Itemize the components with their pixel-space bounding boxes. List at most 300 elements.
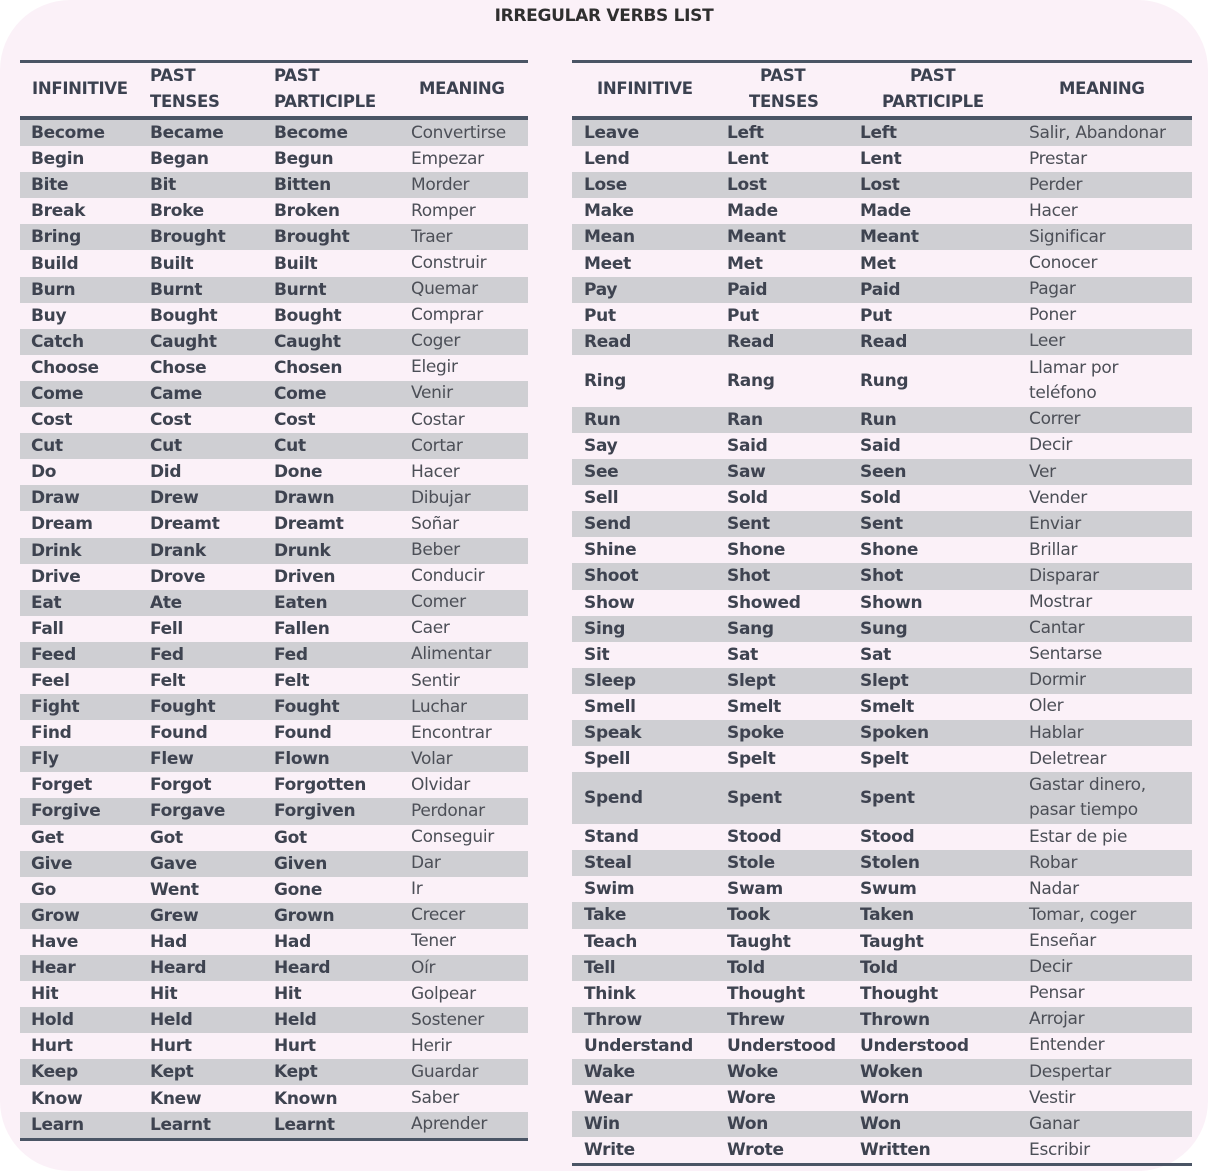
meaning-cell: Tener [411,931,456,952]
infinitive-cell: Go [31,879,57,900]
infinitive-cell: Cut [31,436,63,457]
past-participle-cell: Sat [860,644,891,665]
past-tense-cell: Swam [727,879,783,900]
past-tense-cell: Sent [727,514,770,535]
meaning-cell: Conseguir [411,827,494,848]
infinitive-cell: Make [584,201,634,222]
meaning-cell: Elegir [411,357,458,378]
infinitive-cell: Pay [584,279,618,300]
past-participle-cell: Given [274,853,327,874]
past-participle-cell: Shot [860,566,903,587]
table-row [20,1059,528,1085]
past-participle-cell: Eaten [274,592,328,613]
meaning-cell: Vender [1029,487,1087,508]
table-row [572,537,1192,563]
past-participle-cell: Built [274,253,318,274]
past-participle-cell: Swum [860,879,917,900]
meaning-cell: Arrojar [1029,1009,1085,1030]
meaning-cell: Costar [411,409,465,430]
infinitive-cell: Come [31,383,84,404]
past-participle-cell: Got [274,827,307,848]
past-tense-cell: Began [150,149,209,170]
past-tense-cell: Won [727,1114,769,1135]
meaning-cell: Cortar [411,435,463,456]
infinitive-cell: Begin [31,149,85,170]
infinitive-cell: Spell [584,749,631,770]
past-tense-cell: Slept [727,670,776,691]
past-participle-cell: Read [860,331,908,352]
table-row [20,485,528,511]
meaning-cell: Beber [411,540,460,561]
header-infinitive: INFINITIVE [32,79,128,98]
table-row [572,1059,1192,1085]
infinitive-cell: Shine [584,540,637,561]
past-participle-cell: Rung [860,370,909,391]
past-tense-cell: Sang [727,618,774,639]
meaning-cell: Estar de pie [1029,826,1128,847]
table-row [572,250,1192,276]
table-row [20,981,528,1007]
table-row [572,303,1192,329]
table-body [20,120,528,1138]
table-row [20,590,528,616]
infinitive-cell: Mean [584,227,635,248]
infinitive-cell: Wear [584,1088,633,1109]
past-participle-cell: Felt [274,671,310,692]
meaning-cell: Pagar [1029,279,1076,300]
past-participle-cell: Lent [860,149,902,170]
infinitive-cell: Tell [584,957,616,978]
meaning-cell: Morder [411,174,470,195]
past-participle-cell: Understood [860,1035,969,1056]
past-tense-cell: Forgot [150,775,212,796]
infinitive-cell: Build [31,253,79,274]
header-past-participle-line1: PAST [274,66,320,85]
infinitive-cell: Run [584,409,621,430]
table-row [20,407,528,433]
table-row [20,668,528,694]
table-row [572,772,1192,824]
meaning-cell: Romper [411,200,476,221]
table-row [572,876,1192,902]
meaning-cell: Gastar dinero, pasar tiempo [1029,775,1146,821]
table-row [20,616,528,642]
meaning-cell: Encontrar [411,722,492,743]
past-tense-cell: Shone [727,540,786,561]
table-row [572,355,1192,407]
table-row [20,720,528,746]
past-tense-cell: Fed [150,644,184,665]
past-participle-cell: Drawn [274,488,335,509]
table-row [572,1111,1192,1137]
infinitive-cell: Bring [31,227,81,248]
past-tense-cell: Gave [150,853,197,874]
infinitive-cell: Give [31,853,73,874]
infinitive-cell: Put [584,305,616,326]
infinitive-cell: Throw [584,1009,642,1030]
past-tense-cell: Broke [150,201,204,222]
past-tense-cell: Lost [727,175,767,196]
table-row [572,616,1192,642]
past-participle-cell: Shone [860,540,919,561]
past-tense-cell: Met [727,253,763,274]
infinitive-cell: Speak [584,723,642,744]
meaning-cell: Aprender [411,1114,488,1135]
past-participle-cell: Told [860,957,898,978]
meaning-cell: Correr [1029,409,1081,430]
header-infinitive: INFINITIVE [597,79,693,98]
past-tense-cell: Spelt [727,749,776,770]
past-participle-cell: Dreamt [274,514,344,535]
past-tense-cell: Saw [727,462,766,483]
past-tense-cell: Meant [727,227,786,248]
past-tense-cell: Hurt [150,1036,192,1057]
past-tense-cell: Rang [727,370,775,391]
meaning-cell: Golpear [411,983,476,1004]
table-bottom-rule [572,1163,1192,1166]
infinitive-cell: Lend [584,149,630,170]
table-row [20,250,528,276]
table-row [572,172,1192,198]
table-row [572,407,1192,433]
table-row [572,1085,1192,1111]
infinitive-cell: Read [584,331,632,352]
meaning-cell: Ganar [1029,1113,1080,1134]
table-row [20,433,528,459]
past-participle-cell: Sung [860,618,908,639]
past-tense-cell: Showed [727,592,801,613]
past-tense-cell: Took [727,905,770,926]
meaning-cell: Empezar [411,148,484,169]
past-participle-cell: Thought [860,983,938,1004]
table-row [20,825,528,851]
past-participle-cell: Stood [860,827,915,848]
past-tense-cell: Did [150,462,182,483]
infinitive-cell: Stand [584,827,639,848]
past-tense-cell: Bit [150,175,177,196]
meaning-cell: Construir [411,253,487,274]
table-row [572,746,1192,772]
infinitive-cell: Win [584,1114,620,1135]
meaning-cell: Crecer [411,905,465,926]
past-tense-cell: Cut [150,436,182,457]
past-tense-cell: Fell [150,618,183,639]
meaning-cell: Luchar [411,696,467,717]
past-participle-cell: Made [860,201,911,222]
past-participle-cell: Found [274,723,332,744]
past-participle-cell: Hurt [274,1036,316,1057]
meaning-cell: Quemar [411,279,478,300]
past-tense-cell: Thought [727,983,805,1004]
past-participle-cell: Burnt [274,279,327,300]
meaning-cell: Cantar [1029,618,1085,639]
past-participle-cell: Come [274,383,327,404]
past-participle-cell: Had [274,931,311,952]
past-tense-cell: Chose [150,357,207,378]
past-participle-cell: Stolen [860,853,920,874]
table-row [572,694,1192,720]
meaning-cell: Caer [411,618,450,639]
past-participle-cell: Put [860,305,892,326]
table-header [572,63,1192,120]
past-participle-cell: Known [274,1088,338,1109]
meaning-cell: Pensar [1029,983,1085,1004]
infinitive-cell: Forgive [31,801,101,822]
meaning-cell: Mostrar [1029,592,1092,613]
table-row [572,955,1192,981]
table-row [572,433,1192,459]
past-tense-cell: Learnt [150,1114,211,1135]
meaning-cell: Poner [1029,305,1076,326]
past-participle-cell: Cost [274,410,316,431]
header-past-tenses-line1: PAST [150,66,196,85]
header-past-tenses-line2: TENSES [749,92,819,111]
infinitive-cell: Keep [31,1062,78,1083]
meaning-cell: Ver [1029,461,1056,482]
table-row [572,146,1192,172]
meaning-cell: Prestar [1029,148,1087,169]
table-row [20,877,528,903]
table-row [20,1085,528,1111]
past-tense-cell: Taught [727,931,791,952]
past-participle-cell: Thrown [860,1009,930,1030]
infinitive-cell: Cost [31,410,73,431]
infinitive-cell: Teach [584,931,638,952]
infinitive-cell: Have [31,931,79,952]
table-row [572,277,1192,303]
infinitive-cell: Wake [584,1062,635,1083]
past-tense-cell: Dreamt [150,514,220,535]
past-tense-cell: Threw [727,1009,785,1030]
meaning-cell: Deletrear [1029,748,1107,769]
past-tense-cell: Built [150,253,194,274]
past-tense-cell: Ran [727,409,763,430]
infinitive-cell: Bite [31,175,69,196]
header-past-participle-line2: PARTICIPLE [882,92,984,111]
meaning-cell: Disparar [1029,565,1099,586]
infinitive-cell: Hurt [31,1036,73,1057]
infinitive-cell: Feel [31,671,70,692]
meaning-cell: Salir, Abandonar [1029,122,1166,143]
past-tense-cell: Became [150,123,224,144]
past-tense-cell: Sat [727,644,758,665]
table-row [572,929,1192,955]
table-bottom-rule [20,1138,528,1141]
past-participle-cell: Held [274,1010,317,1031]
past-tense-cell: Heard [150,958,207,979]
infinitive-cell: Hear [31,958,76,979]
past-participle-cell: Flown [274,749,330,770]
table-row [20,381,528,407]
past-participle-cell: Learnt [274,1114,335,1135]
past-participle-cell: Hit [274,984,302,1005]
meaning-cell: Llamar por teléfono [1029,357,1119,403]
past-tense-cell: Drank [150,540,206,561]
table-row [20,511,528,537]
infinitive-cell: Forget [31,775,93,796]
header-past-participle-line2: PARTICIPLE [274,92,376,111]
table-row [572,563,1192,589]
infinitive-cell: Take [584,905,627,926]
infinitive-cell: Feed [31,644,76,665]
past-participle-cell: Sent [860,514,903,535]
table-row [20,642,528,668]
past-participle-cell: Forgotten [274,775,367,796]
past-tense-cell: Wrote [727,1140,784,1161]
table-row [20,955,528,981]
meaning-cell: Entender [1029,1035,1105,1056]
infinitive-cell: Dream [31,514,93,535]
meaning-cell: Guardar [411,1061,479,1082]
infinitive-cell: Say [584,435,618,456]
past-tense-cell: Spoke [727,723,784,744]
meaning-cell: Nadar [1029,878,1079,899]
meaning-cell: Herir [411,1035,452,1056]
past-tense-cell: Bought [150,305,218,326]
past-participle-cell: Forgiven [274,801,356,822]
past-tense-cell: Grew [150,905,199,926]
past-participle-cell: Spoken [860,723,929,744]
past-tense-cell: Kept [150,1062,194,1083]
table-row [572,198,1192,224]
infinitive-cell: Send [584,514,631,535]
past-participle-cell: Said [860,435,901,456]
past-participle-cell: Taught [860,931,924,952]
meaning-cell: Decir [1029,435,1073,456]
past-tense-cell: Burnt [150,279,203,300]
past-participle-cell: Bought [274,305,342,326]
table-row [20,564,528,590]
past-participle-cell: Done [274,462,323,483]
meaning-cell: Ir [411,879,423,900]
past-participle-cell: Gone [274,879,323,900]
infinitive-cell: Fly [31,749,59,770]
past-tense-cell: Read [727,331,775,352]
infinitive-cell: Sing [584,618,626,639]
table-row [20,1112,528,1138]
past-participle-cell: Smelt [860,696,914,717]
past-participle-cell: Woken [860,1062,923,1083]
infinitive-cell: Write [584,1140,635,1161]
meaning-cell: Vestir [1029,1087,1076,1108]
past-participle-cell: Cut [274,436,306,457]
infinitive-cell: Meet [584,253,631,274]
infinitive-cell: Get [31,827,64,848]
table-row [572,459,1192,485]
table-row [20,303,528,329]
infinitive-cell: Break [31,201,86,222]
table-row [572,850,1192,876]
past-participle-cell: Bitten [274,175,331,196]
past-participle-cell: Driven [274,566,336,587]
table-row [572,824,1192,850]
meaning-cell: Venir [411,383,453,404]
header-past-tenses-line1: PAST [760,66,806,85]
infinitive-cell: Smell [584,696,636,717]
table-row [572,642,1192,668]
header-past-participle-line1: PAST [910,66,956,85]
past-tense-cell: Ate [150,592,182,613]
table-row [572,329,1192,355]
table-row [572,668,1192,694]
table-row [572,981,1192,1007]
past-tense-cell: Put [727,305,759,326]
past-tense-cell: Brought [150,227,226,248]
meaning-cell: Brillar [1029,539,1078,560]
infinitive-cell: Steal [584,853,632,874]
table-row [20,538,528,564]
infinitive-cell: Ring [584,370,626,391]
table-body [572,120,1192,1163]
table-row [572,1033,1192,1059]
infinitive-cell: Eat [31,592,62,613]
past-participle-cell: Fed [274,644,308,665]
table-row [572,1137,1192,1163]
infinitive-cell: Become [31,123,105,144]
past-tense-cell: Left [727,123,764,144]
table-row [572,720,1192,746]
past-tense-cell: Smelt [727,696,781,717]
infinitive-cell: Leave [584,123,639,144]
table-row [572,1007,1192,1033]
past-tense-cell: Flew [150,749,194,770]
past-participle-cell: Met [860,253,896,274]
past-tense-cell: Came [150,383,202,404]
infinitive-cell: Hit [31,984,59,1005]
infinitive-cell: Show [584,592,635,613]
infinitive-cell: Sleep [584,670,636,691]
infinitive-cell: Lose [584,175,627,196]
meaning-cell: Perdonar [411,800,485,821]
past-participle-cell: Kept [274,1062,318,1083]
infinitive-cell: Draw [31,488,80,509]
past-tense-cell: Stood [727,827,782,848]
infinitive-cell: Do [31,462,57,483]
verbs-table-right [572,60,1192,1166]
past-tense-cell: Wore [727,1088,776,1109]
infinitive-cell: Drive [31,566,81,587]
past-participle-cell: Spent [860,788,915,809]
past-tense-cell: Stole [727,853,775,874]
past-participle-cell: Lost [860,175,900,196]
past-participle-cell: Run [860,409,897,430]
past-tense-cell: Found [150,723,208,744]
table-row [20,929,528,955]
table-row [20,694,528,720]
meaning-cell: Enseñar [1029,931,1096,952]
past-participle-cell: Grown [274,905,335,926]
past-participle-cell: Brought [274,227,350,248]
past-participle-cell: Won [860,1114,902,1135]
infinitive-cell: Fall [31,618,64,639]
table-row [20,146,528,172]
table-row [20,772,528,798]
infinitive-cell: Think [584,983,636,1004]
meaning-cell: Hablar [1029,722,1084,743]
meaning-cell: Oír [411,957,436,978]
past-tense-cell: Said [727,435,768,456]
meaning-cell: Volar [411,748,453,769]
page-title: IRREGULAR VERBS LIST [494,6,714,26]
infinitive-cell: Choose [31,357,99,378]
past-participle-cell: Heard [274,958,331,979]
past-tense-cell: Forgave [150,801,226,822]
meaning-cell: Sentarse [1029,644,1103,665]
meaning-cell: Dar [411,853,441,874]
past-participle-cell: Written [860,1140,931,1161]
table-row [20,798,528,824]
past-tense-cell: Paid [727,279,768,300]
